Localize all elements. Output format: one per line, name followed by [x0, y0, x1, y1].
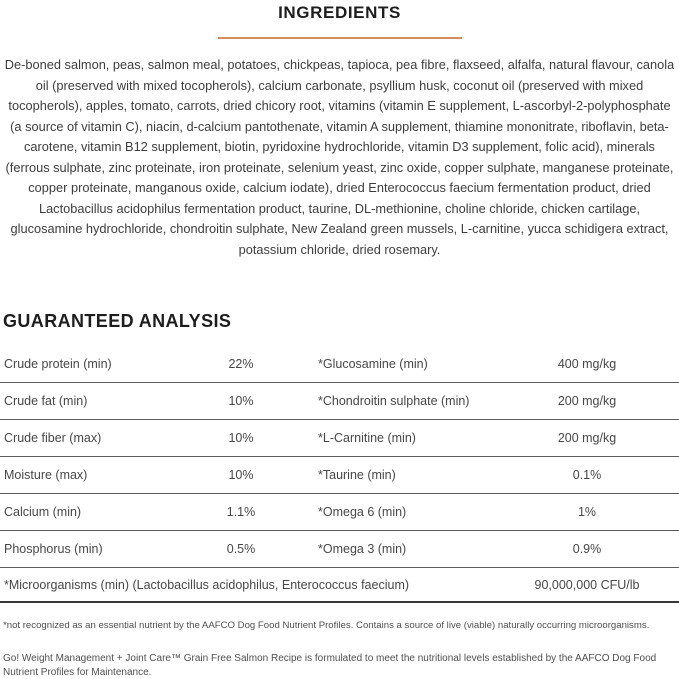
nutrient-value: 400 mg/kg	[557, 357, 617, 371]
nutrient-value: 0.5%	[226, 542, 256, 556]
nutrient-label: *Taurine (min)	[318, 468, 396, 482]
nutrient-value: 22%	[228, 357, 254, 371]
nutrient-value: 0.1%	[572, 468, 602, 482]
nutrient-label: Calcium (min)	[4, 505, 82, 519]
aafco-statement: Go! Weight Management + Joint Care™ Grain Free Salmon Recipe is formulated to meet the nutritional levels established by the AAFCO Dog Food Nutrient Profiles for Maintenance.	[3, 653, 657, 678]
ingredients-text: De-boned salmon, peas, salmon meal, potatoes, chickpeas, tapioca, pea fibre, flaxseed, alfalfa, natural flavour, canola oil (preserved with mixed tocopherols), calcium carbonate, psyllium husk, coconut oil (preserved with mixed tocopherols), apples, tomato, carrots, dried chicory root, vitamins (vitamin E supplement, L-ascorbyl-2-polyphosphate (a source of vitamin C), niacin, d-calcium pantothenate, vitamin A supplement, thiamine mononitrate, riboflavin, beta-carotene, vitamin B12 supplement, biotin, pyridoxine hydrochloride, vitamin D3 supplement, folic acid), minerals (ferrous sulphate, zinc proteinate, iron proteinate, selenium yeast, zinc oxide, copper sulphate, manganese proteinate, copper proteinate, manganous oxide, calcium iodate), dried Enterococcus faecium fermentation product, dried Lactobacillus acidophilus fermentation product, taurine, DL-methionine, choline chloride, chicken cartilage, glucosamine hydrochloride, chondroitin sulphate, New Zealand green mussels, L-carnitine, yucca schidigera extract, potassium chloride, dried rosemary.	[4, 57, 675, 257]
nutrient-value: 1.1%	[226, 505, 256, 519]
nutrient-label: Phosphorus (min)	[4, 542, 103, 556]
table-row	[0, 457, 679, 494]
nutrient-label: Crude protein (min)	[4, 357, 112, 371]
nutrient-value: 90,000,000 CFU/lb	[534, 577, 640, 592]
nutrient-value: 10%	[228, 394, 254, 408]
nutrient-value: 0.9%	[572, 542, 602, 556]
nutrient-value: 200 mg/kg	[557, 431, 617, 445]
nutrient-label: *Glucosamine (min)	[318, 357, 428, 371]
guaranteed-analysis-table	[0, 346, 679, 603]
nutrient-value: 10%	[228, 468, 254, 482]
asterisk-footnote: *not recognized as an essential nutrient by the AAFCO Dog Food Nutrient Profiles. Contains a source of live (viable) naturally occurring microorganisms.	[3, 620, 650, 631]
nutrient-label: Moisture (max)	[4, 468, 88, 482]
table-row	[0, 420, 679, 457]
nutrient-label: *Omega 6 (min)	[318, 505, 407, 519]
nutrient-label: Crude fiber (max)	[4, 431, 102, 445]
nutrient-label: Crude fat (min)	[4, 394, 88, 408]
nutrient-value: 10%	[228, 431, 254, 445]
table-row	[0, 494, 679, 531]
nutrient-label: *Microorganisms (min) (Lactobacillus acidophilus, Enterococcus faecium)	[4, 577, 410, 592]
table-row	[0, 346, 679, 383]
table-row	[0, 383, 679, 420]
nutrient-label: *Chondroitin sulphate (min)	[318, 394, 470, 408]
nutrient-value: 200 mg/kg	[557, 394, 617, 408]
orange-divider	[218, 37, 462, 39]
guaranteed-analysis-title: GUARANTEED ANALYSIS	[3, 311, 232, 331]
ingredients-section	[0, 0, 679, 260]
nutrient-value: 1%	[577, 505, 597, 519]
ingredients-title: INGREDIENTS	[278, 3, 401, 22]
table-row	[0, 531, 679, 568]
nutrient-label: *Omega 3 (min)	[318, 542, 407, 556]
nutrient-label: *L-Carnitine (min)	[318, 431, 416, 445]
table-row-microorganisms	[0, 568, 679, 603]
